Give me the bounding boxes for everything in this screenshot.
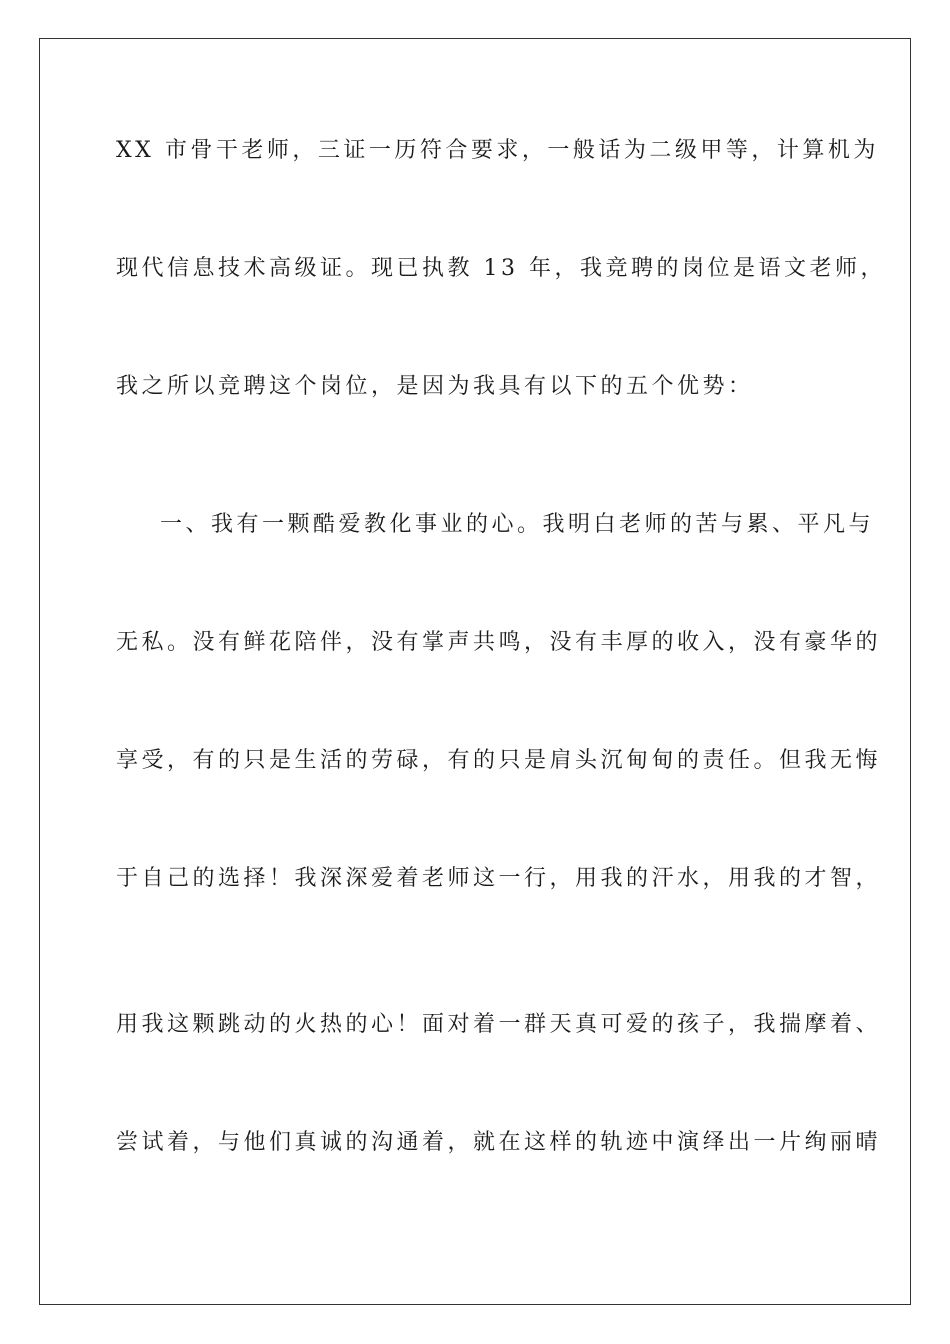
body-text-line: 用我这颗跳动的火热的心！面对着一群天真可爱的孩子，我揣摩着、 <box>116 1012 882 1037</box>
body-text-line: 我之所以竞聘这个岗位，是因为我具有以下的五个优势： <box>116 374 754 399</box>
body-text-line: 于自己的选择！我深深爱着老师这一行，用我的汗水，用我的才智， <box>116 866 882 891</box>
body-text-line: 享受，有的只是生活的劳碌，有的只是肩头沉甸甸的责任。但我无悔 <box>116 748 882 773</box>
body-text-line: 现代信息技术高级证。现已执教 13 年，我竞聘的岗位是语文老师， <box>116 256 886 281</box>
paragraph-start-line: 一、我有一颗酷爱教化事业的心。我明白老师的苦与累、平凡与 <box>160 512 875 537</box>
body-text-line: XX 市骨干老师，三证一历符合要求，一般话为二级甲等，计算机为 <box>116 138 879 163</box>
body-text-line: 尝试着，与他们真诚的沟通着，就在这样的轨迹中演绎出一片绚丽晴 <box>116 1130 882 1155</box>
body-text-line: 无私。没有鲜花陪伴，没有掌声共鸣，没有丰厚的收入，没有豪华的 <box>116 630 882 655</box>
page-border <box>39 38 911 1305</box>
